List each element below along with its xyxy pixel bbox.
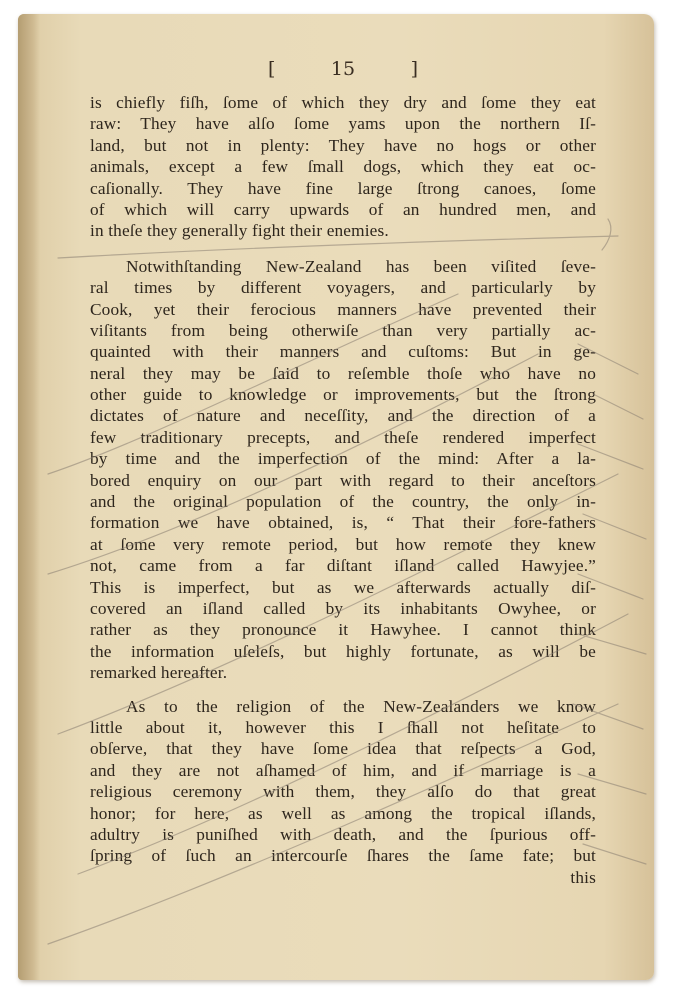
text-line: is chiefly fiſh, ſome of which they dry and ſome they eat — [90, 93, 596, 112]
paragraph-gap — [90, 684, 596, 696]
text-line: obſerve, that they have ſome idea that reſpects a God, — [90, 739, 596, 759]
text-line: viſitants from being otherwiſe than very partially ac- — [90, 320, 596, 340]
text-line: animals, except a few ſmall dogs, which they eat oc- — [90, 157, 596, 177]
paragraph-2 — [90, 256, 596, 684]
text-line: covered an iſland called by its inhabitants Owyhee, or — [90, 598, 596, 618]
paragraph-3 — [90, 696, 596, 867]
text-line: few traditionary precepts, and theſe rendered imperfect — [90, 427, 596, 447]
page-header — [268, 58, 418, 80]
header-bracket-left: [ — [268, 58, 276, 80]
text-line: raw: They have alſo ſome yams upon the northern Iſ- — [90, 114, 596, 134]
text-line: land, but not in plenty: They have no hogs or other — [90, 135, 596, 155]
text-line: rather as they pronounce it Hawyhee. I cannot think — [90, 620, 596, 640]
text-line: This is imperfect, but as we afterwards actually diſ- — [90, 577, 596, 597]
text-line: adultry is puniſhed with death, and the ſpurious off- — [90, 824, 596, 844]
page-gutter-shadow — [18, 14, 40, 980]
book-page — [18, 14, 654, 980]
text-line: remarked hereafter. — [90, 663, 228, 683]
text-line: neral they may be ſaid to reſemble thoſe who have no — [90, 363, 596, 383]
body-text — [90, 92, 596, 888]
text-line: Notwithſtanding New-Zealand has been viſited ſeve- — [126, 256, 596, 276]
paragraph-1 — [90, 92, 596, 242]
text-line: by time and the imperfection of the mind: After a la- — [90, 449, 596, 469]
text-line: ral times by different voyagers, and particularly by — [90, 278, 596, 298]
text-line: at ſome very remote period, but how remote they knew — [90, 534, 596, 554]
paragraph-gap — [90, 242, 596, 256]
text-line: bored enquiry on our part with regard to their anceſtors — [90, 470, 596, 490]
catchword: this — [570, 867, 596, 887]
text-line: and they are not aſhamed of him, and if marriage is a — [90, 760, 596, 780]
text-line: of which will carry upwards of an hundred men, and — [90, 199, 596, 219]
text-line: quainted with their manners and cuſtoms: But in ge- — [90, 342, 596, 362]
text-line: As to the religion of the New-Zealanders we know — [126, 696, 596, 716]
text-line: little about it, however this I ſhall not heſitate to — [90, 717, 596, 737]
text-line: not, came from a far diſtant iſland called Hawyjee.” — [90, 556, 596, 576]
text-line: formation we have obtained, is, “ That their fore-fathers — [90, 513, 596, 533]
text-line: other guide to knowledge or improvements, but the ſtrong — [90, 385, 596, 405]
text-line: ſpring of ſuch an intercourſe ſhares the ſame fate; but — [90, 846, 596, 866]
text-line: and the original population of the country, the only in- — [90, 492, 596, 512]
text-line: in theſe they generally fight their enemies. — [90, 221, 389, 241]
text-line: the information uſeleſs, but highly fortunate, as will be — [90, 641, 596, 661]
text-line: honor; for here, as well as among the tropical iſlands, — [90, 803, 596, 823]
text-line: religious ceremony with them, they alſo do that great — [90, 782, 596, 802]
text-line: dictates of nature and neceſſity, and the direction of a — [90, 406, 596, 426]
header-bracket-right: ] — [410, 58, 418, 80]
text-line: Cook, yet their ferocious manners have prevented their — [90, 299, 596, 319]
page-number: 15 — [330, 58, 356, 80]
text-line: caſionally. They have fine large ſtrong canoes, ſome — [90, 178, 596, 198]
